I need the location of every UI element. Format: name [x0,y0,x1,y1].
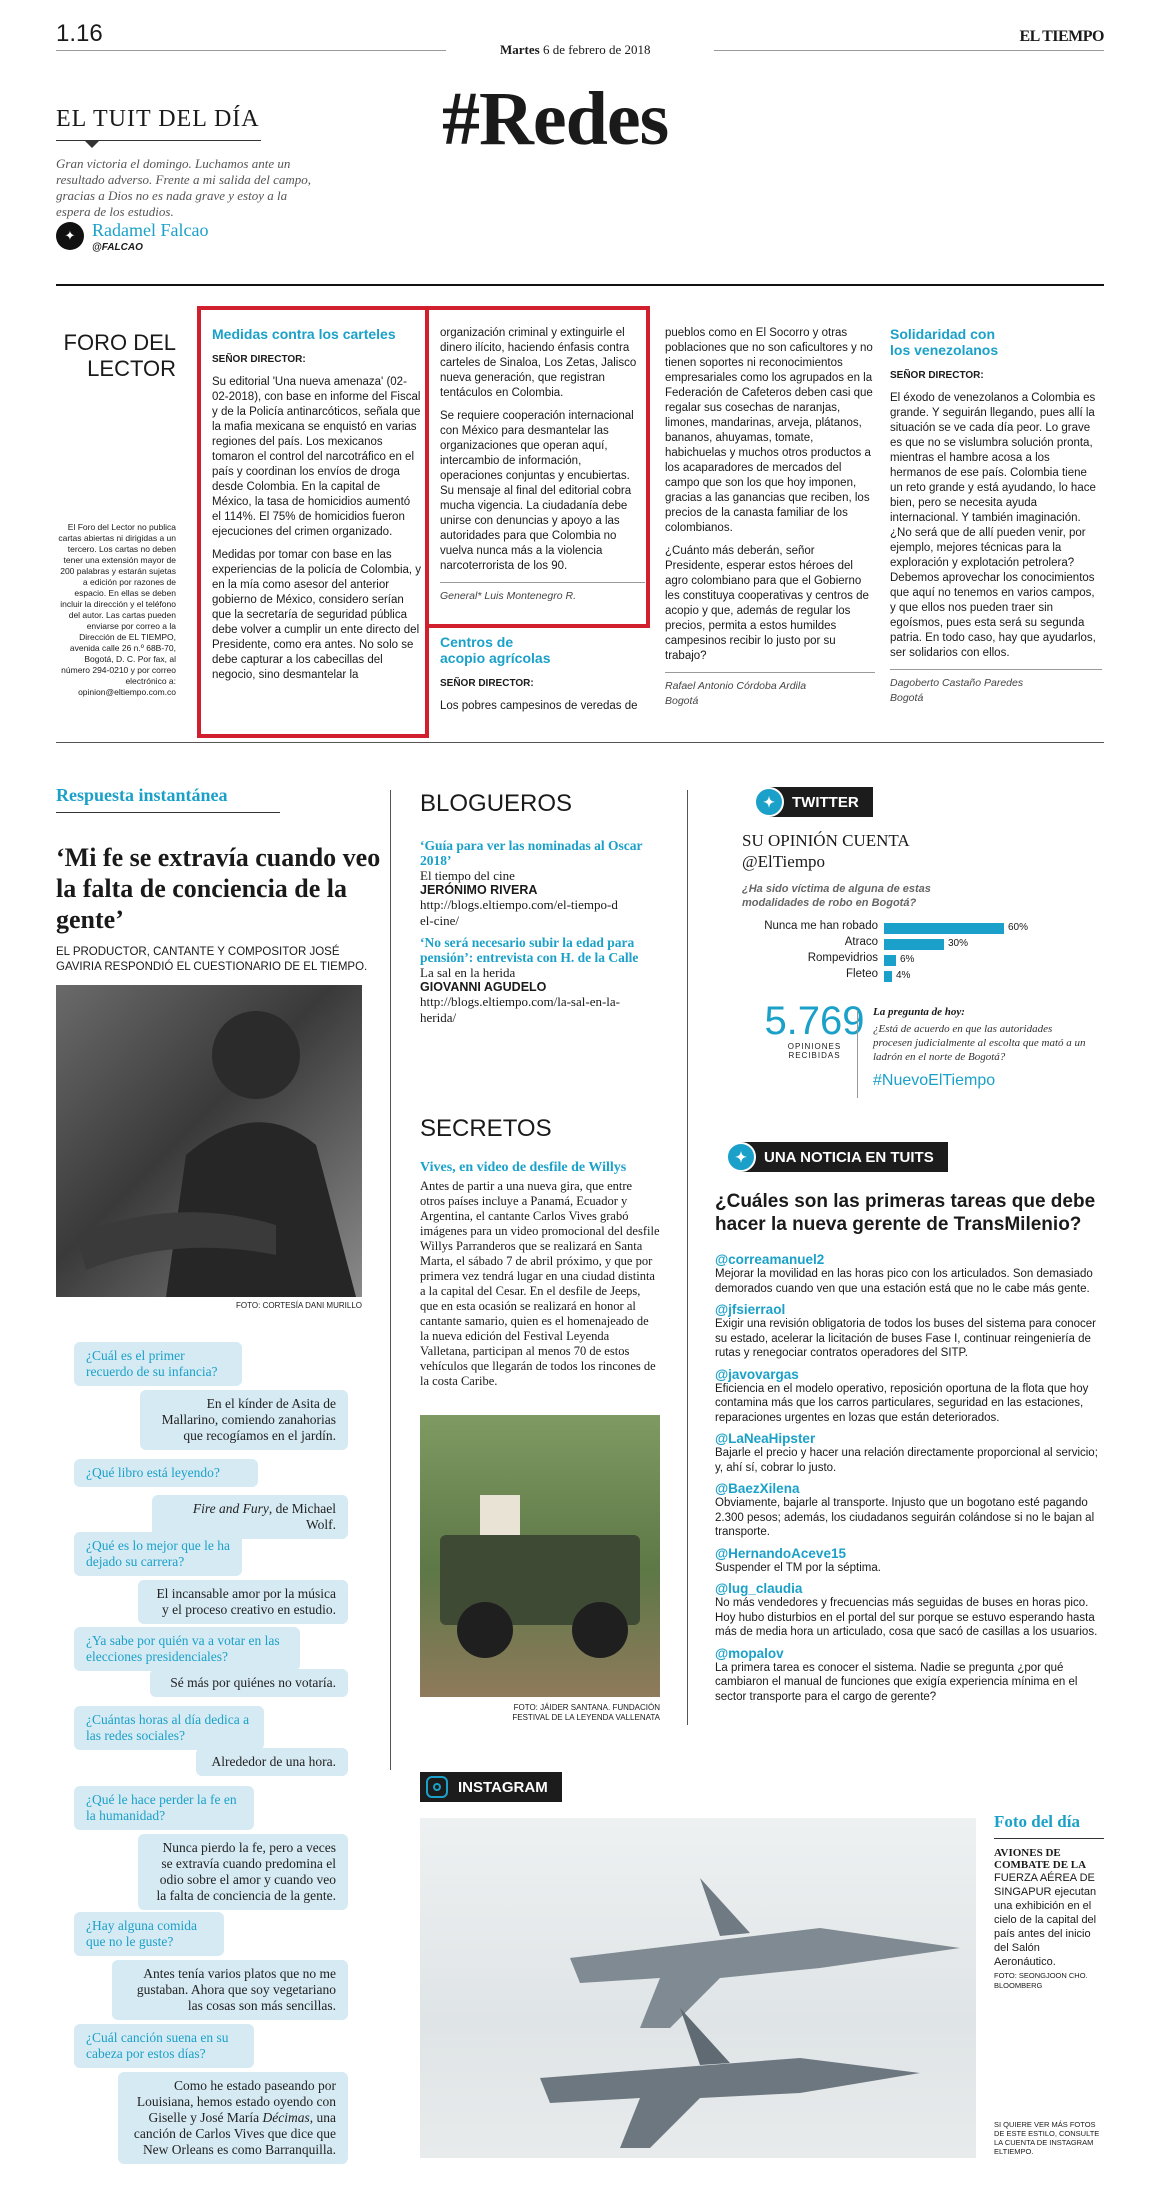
secretos-heading: SECRETOS [420,1115,552,1142]
tweet-item [715,1581,1100,1640]
poll-bar [884,923,1004,934]
opinion-heading: SU OPINIÓN CUENTA [742,831,910,850]
tweet-handle[interactable]: @correamanuel2 [715,1252,825,1267]
blog-author: JERÓNIMO RIVERA [420,883,538,897]
poll-bar [884,939,944,950]
poll-bar-label: Nunca me han robado [764,920,878,932]
poll-bar-label: Atraco [844,936,878,948]
poll-bar-label: Fleteo [846,968,878,980]
letter-venezolanos [890,326,1102,706]
tweet-item [715,1302,1100,1361]
tweet-item [715,1646,1100,1705]
jeep-icon [420,1415,660,1697]
poll-bar-value: 60% [1008,922,1029,933]
blog-url-link[interactable]: http://blogs.eltiempo.com/el-tiempo-del-cine/ [420,897,618,928]
tweet-item [715,1481,1100,1540]
foto-del-dia: Foto del día AVIONES DE COMBATE DE LA FUERZA AÉREA DE SINGAPUR ejecutan una exhibición en el cielo de la capital del país antes del inicio del Salón Aeronáutico. FOTO: SEONGJOON CHO. BLOOMBERG [994,1812,1104,1991]
tweet-handle[interactable]: @javovargas [715,1366,799,1382]
poll-bar-value: 30% [948,938,969,949]
tuit-text: Gran victoria el domingo. Luchamos ante un resultado adverso. Frente a mi salida del campo, gracias a Dios no es nada grave y estoy a la espera de los estudios. [56,156,312,219]
respuesta-label: Respuesta instantánea [56,785,228,805]
answer-bubble: Fire and Fury, de Michael Wolf. [152,1495,348,1539]
opinion-account[interactable]: @ElTiempo [742,852,826,871]
question-bubble: ¿Cuál canción suena en su cabeza por estos días? [74,2024,254,2068]
answer-bubble: En el kínder de Asita de Mallarino, comiendo zanahorias que recogíamos en el jardín. [140,1390,348,1450]
tweet-item [715,1367,1100,1426]
section-title: #Redes [442,77,669,161]
letter-paragraph: Su editorial 'Una nueva amenaza' (02-02-2018), con base en informe del Fiscal y de la Policía antinarcóticos, señala que la mafia mexicana se enquistó en varias regiones del país. Los mexicanos tomaron el control del narcotráfico en el país y coordinan los envíos de droga desde Colombia. En la capital de México, la tasa de homicidios aumentó el 114%. El 75% de homicidios fueron ejecuciones del crimen organizado. [212,376,421,538]
opinion-count: 5.769 OPINIONES RECIBIDAS [764,999,865,1060]
photo-credit: FOTO: JÁIDER SANTANA. FUNDACIÓN FESTIVAL DE LA LEYENDA VALLENATA [512,1703,660,1722]
letter-title: Medidas contra los carteles [212,326,396,342]
secretos-title: Vives, en video de desfile de Willys [420,1160,627,1175]
question-bubble: ¿Hay alguna comida que no le guste? [74,1912,224,1956]
answer-bubble: Alrededor de una hora. [196,1748,348,1776]
poll-bar [884,971,892,982]
blog-entry [420,935,660,1026]
salutation: SEÑOR DIRECTOR: [440,678,534,689]
letter-signature: General* Luis Montenegro R. [440,582,645,604]
tweet-handle[interactable]: @jfsierraol [715,1302,786,1317]
column-rule [390,790,391,1770]
poll-bar [884,955,896,966]
letter-signature: Dagoberto Castaño Paredes Bogotá [890,669,1102,706]
question-bubble: ¿Qué libro está leyendo? [74,1459,258,1487]
hashtag-link[interactable]: #NuevoElTiempo [873,1072,996,1089]
respuesta-intro: EL PRODUCTOR, CANTANTE Y COMPOSITOR JOSÉ GAVIRIA RESPONDIÓ EL CUESTIONARIO DE EL TIEMPO. [56,946,368,973]
instagram-photo [420,1818,976,2158]
blog-author: GIOVANNI AGUDELO [420,980,547,994]
interview-photo [56,985,362,1297]
instagram-footer-note: SI QUIERE VER MÁS FOTOS DE ESTE ESTILO, CONSULTE LA CUENTA DE INSTAGRAM ELTIEMPO. [994,2120,1100,2156]
tweet-handle[interactable]: @BaezXilena [715,1481,800,1496]
blog-entry [420,838,660,929]
twitter-bird-icon: ✦ [726,1142,756,1172]
opinion-rule [857,1010,858,1098]
blog-name: El tiempo del cine [420,868,515,883]
page-date: Martes 6 de febrero de 2018 [500,42,651,57]
salutation: SEÑOR DIRECTOR: [212,354,306,365]
letter-title: Solidaridad con los venezolanos [890,326,999,358]
tweet-handle[interactable]: @mopalov [715,1645,784,1661]
letter-signature: Rafael Antonio Córdoba Ardila Bogotá [665,672,875,709]
letter-acopio-cont [665,326,875,709]
tweet-text: Suspender el TM por la séptima. [715,1561,881,1574]
answer-bubble: Sé más por quiénes no votaría. [150,1669,348,1697]
twitter-bird-icon: ✦ [56,222,84,250]
poll-bar-value: 4% [896,970,911,981]
twitter-bird-icon: ✦ [754,787,784,817]
letter-paragraph: El éxodo de venezolanos a Colombia es grande. Y seguirán llegando, pues allí la situación se ve cada día peor. Lo grave es que no se vislumbra solución pronta, mientras el hambre acosa a los hermanos de ese país. Colombia tiene un reto grande y está ayudando, lo hace bien, pero se necesita ayuda internacional. Y también imaginación. ¿No será que de allí pueden venir, por ejemplo, mejores técnicas para la exploración y explotación petrolera? Debemos aprovechar los conocimientos que aquí no tenemos en varios campos, y que ellos nos pueden traer sin egoísmos, pues esta será su segunda patria. En todo caso, hay que ayudarlos, ser solidarios con ellos. [890,392,1096,659]
blog-name: La sal en la herida [420,965,516,980]
jeep-photo [420,1415,660,1697]
tweet-text: Mejorar la movilidad en las horas pico con los articulados. Son demasiado demorados cuando ven que una estación está que no le cabe más gente. [715,1268,1093,1295]
secretos-body: Antes de partir a una nueva gira, que entre otros países incluye a Panamá, Ecuador y Argentina, el cantante Carlos Vives grabó imágenes para un video promocional del desfile Willys Parranderos que se realizará en Santa Marta, el sábado 7 de abril próximo, y que por primera vez tendrá lugar en una ciudad distinta a la capital del Cesar. En el desfile de Jeeps, que en esta ocasión se realizará en honor al cantante samario, quien es el homenajeado de la nueva edición del Festival Leyenda Valletana, participan al menos 70 de estos vehículos que llegarán de todos los rincones de la costa Caribe. [420,1179,660,1388]
blog-url-link[interactable]: http://blogs.eltiempo.com/la-sal-en-la-herida/ [420,994,621,1025]
poll-question: ¿Ha sido víctima de alguna de estas modalidades de robo en Bogotá? [742,883,931,909]
blog-title-link[interactable]: ‘Guía para ver las nominadas al Oscar 2018’ [420,838,643,868]
tweet-text: No más vendedores y frecuencias más seguidas de buses en horas pico. Hoy hubo disturbios en el portal del sur porque se estuvo esperando hasta más de media hora un articulado, cosa que sacó de casillas a los usuarios. [715,1597,1098,1638]
blogueros-heading: BLOGUEROS [420,790,573,817]
tuit-author-handle[interactable]: @FALCAO [92,242,143,253]
question-bubble: ¿Ya sabe por quién va a votar en las elecciones presidenciales? [74,1627,300,1671]
letter-carteles-cont [440,326,645,604]
tweet-list [715,1252,1100,1710]
blog-title-link[interactable]: ‘No será necesario subir la edad para pensión’: entrevista con H. de la Calle [420,935,639,965]
top-divider [56,284,1104,286]
poll-bar-label: Rompevidrios [807,952,878,964]
column-rule [687,790,688,1725]
tweet-handle[interactable]: @lug_claudia [715,1581,803,1596]
respuesta-quote: ‘Mi fe se extravía cuando veo la falta de conciencia de la gente’ [56,843,381,934]
fighter-jet-icon [420,1818,976,2158]
letter-acopio [440,634,645,722]
letter-title: Centros de acopio agrícolas [440,634,551,666]
tweet-handle[interactable]: @HernandoAceve15 [715,1545,846,1561]
question-bubble: ¿Qué es lo mejor que le ha dejado su carrera? [74,1532,242,1576]
tweet-text: Eficiencia en el modelo operativo, reposición oportuna de la flota que hoy contamina más que los carros particulares, seguridad en las estaciones, reparaciones urgentes en lozas que están deteriorados. [715,1382,1089,1424]
letter-paragraph: pueblos como en El Socorro y otras poblaciones que no son caficultores y no tienen soportes ni reconocimientos empresariales como los agrupados en la Federación de Cafeteros deben casi que regalar sus cosechas de naranjas, limones, mandarinas, arveja, plátanos, bananos, ahuyamas, tomate, habichuelas y muchos otros productos a los acaparadores de mercados del campo que son los que hoy imponen, gracias a las ganancias que reciben, los precios de la canasta familiar de los colombianos. [665,327,873,534]
answer-bubble: Como he estado paseando por Louisiana, hemos estado oyendo con Giselle y José María Décimas, una canción de Carlos Vives que dice que New Orleans es como Barranquilla. [118,2072,348,2164]
letter-paragraph: ¿Cuánto más deberán, señor Presidente, esperar estos héroes del agro colombiano para que el Gobierno les constituya cooperativas y centros de acopio y que, además de regular los precios, permita a estos humildes campesinos recibir lo justo por su trabajo? [665,545,869,662]
secretos-article [420,1160,660,1389]
header-rule-right [714,50,1104,51]
tuit-rule-pointer [84,140,100,148]
person-silhouette-icon [56,985,362,1297]
answer-bubble: Antes tenía varios platos que no me gustaban. Ahora que soy vegetariano las cosas son más sencillas. [112,1960,348,2020]
tweet-handle[interactable]: @LaNeaHipster [715,1431,816,1446]
tweet-item [715,1252,1100,1296]
instagram-badge: INSTAGRAM [420,1772,562,1802]
mid-divider [56,742,1104,743]
brand-logo: EL TIEMPO [1019,28,1104,45]
tweet-item [715,1546,1100,1576]
foro-title: FORO DEL LECTOR [63,330,176,381]
respuesta-rule [56,812,280,813]
letter-paragraph: Medidas por tomar con base en las experiencias de la policía de Colombia, y en la mía como asesor del anterior gobierno de México, considero serían que la secretaría de seguridad pública debe volver a cumplir un ente directo del Presidente, como era antes. No solo se debe capturar a los cabecillas del negocio, sino desmantelar la [212,549,422,681]
question-bubble: ¿Cuántas horas al día dedica a las redes sociales? [74,1706,264,1750]
noticia-title: ¿Cuáles son las primeras tareas que debe hacer la nueva gerente de TransMilenio? [715,1191,1096,1235]
tuit-heading: EL TUIT DEL DÍA [56,106,260,132]
letter-paragraph: Los pobres campesinos de veredas de [440,700,638,712]
letter-paragraph: Se requiere cooperación internacional con México para desmantelar las organizaciones que operan aquí, intercambio de información, operaciones conjuntas y encubiertas. Su mensaje al final del editorial cobra mucha vigencia. La ciudadanía debe unirse con denuncias y apoyo a las autoridades para que Colombia no vuelva nunca más a la violencia narcoterrorista de los 90. [440,410,634,572]
letter-paragraph: organización criminal y extinguirle el dinero ilícito, haciendo énfasis contra carteles de Sinaloa, Los Zetas, Jalisco nueva generación, que registran tentáculos en Colombia. [440,327,637,399]
answer-bubble: El incansable amor por la música y el proceso creativo en estudio. [138,1580,348,1624]
poll-chart [742,920,1102,1000]
tweet-item [715,1431,1100,1475]
tweet-text: La primera tarea es conocer el sistema. Nadie se pregunta ¿por qué cambiaron el manual de funciones que exigía experiencia mínima en el sector transporte para el cargo de gerente? [715,1661,1078,1703]
answer-bubble: Nunca pierdo la fe, pero a veces se extravía cuando predomina el odio sobre el amor y cuando veo la falta de conciencia de la gente. [138,1834,348,1910]
tweet-text: Obviamente, bajarle al transporte. Injusto que un bogotano esté pagando 2.300 pesos; además, los ciudadanos seguirán colándose si no le bajan al transporte. [715,1497,1095,1538]
instagram-icon [426,1776,448,1798]
poll-bar-value: 6% [900,954,915,965]
salutation: SEÑOR DIRECTOR: [890,370,984,381]
question-bubble: ¿Cuál es el primer recuerdo de su infancia? [74,1342,242,1386]
next-question: La pregunta de hoy: ¿Está de acuerdo en que las autoridades procesen judicialmente al escolta que mató a un ladrón en el norte de Bogotá? #NuevoElTiempo [873,1006,1093,1090]
tweet-text: Bajarle el precio y hacer una relación directamente proporcional al servicio; y, ahí sí, cobrar lo justo. [715,1447,1098,1474]
noticia-badge: ✦ UNA NOTICIA EN TUITS [740,1142,948,1172]
question-bubble: ¿Qué le hace perder la fe en la humanidad? [74,1786,254,1830]
tuit-author-name[interactable]: Radamel Falcao [92,220,209,240]
photo-credit: FOTO: CORTESÍA DANI MURILLO [236,1301,362,1310]
letter-carteles [212,326,422,691]
foro-note: El Foro del Lector no publica cartas abiertas ni dirigidas a un tercero. Los cartas no deben tener una extensión mayor de 200 palabras y estarán sujetas a edición por razones de espacio. En ellas se deben incluir la dirección y el teléfono del autor. Las cartas pueden enviarse por correo a la Dirección de EL TIEMPO, avenida calle 26 n.º 68B-70, Bogotá, D. C. Por fax, al número 294-0210 y por correo electrónico a: opinion@eltiempo.com.co [58,522,176,697]
header-rule-left [56,50,446,51]
twitter-badge: ✦ TWITTER [768,787,873,817]
page-number: 1.16 [56,20,103,47]
tweet-text: Exigir una revisión obligatoria de todos los buses del sistema para conocer su estado, acelerar la licitación de buses Fase I, continuar reingeniería de rutas y renegociar contratos operadores del SITP. [715,1318,1096,1359]
